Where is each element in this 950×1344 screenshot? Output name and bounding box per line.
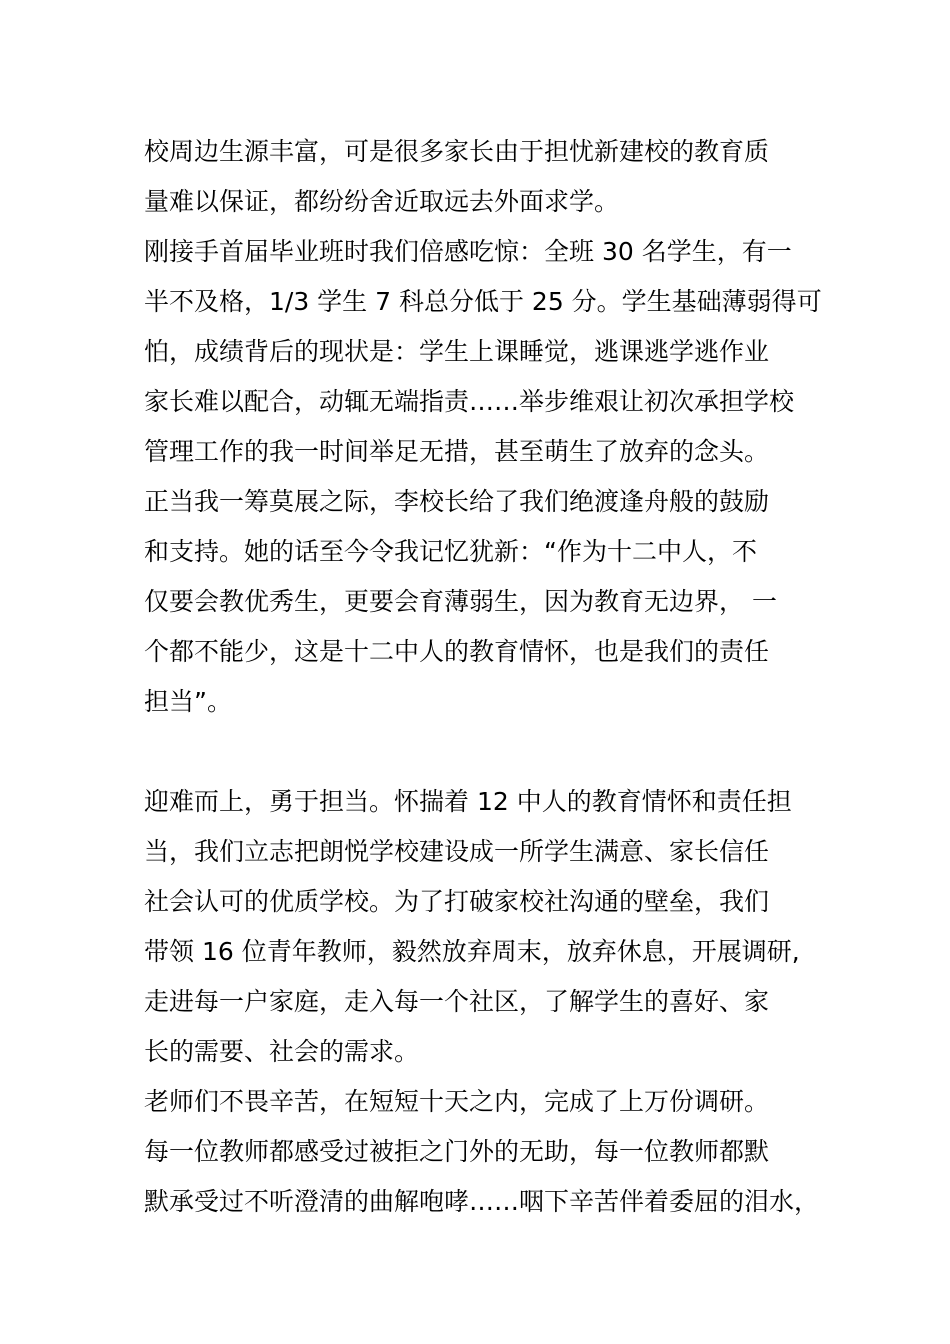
- text-line: 走进每一户家庭，走入每一个社区，了解学生的喜好、家: [144, 987, 770, 1016]
- text-line: 家长难以配合，动辄无端指责……举步维艰让初次承担学校: [144, 387, 795, 416]
- text-line: 长的需要、社会的需求。: [144, 1037, 420, 1066]
- text-line: 和支持。她的话至今令我记忆犹新：“作为十二中人，不: [144, 537, 757, 566]
- text-line: 量难以保证，都纷纷舍近取远去外面求学。: [144, 187, 620, 216]
- text-line: 怕，成绩背后的现状是：学生上课睡觉，逃课逃学逃作业: [144, 337, 770, 366]
- text-line: 管理工作的我一时间举足无措，甚至萌生了放弃的念头。: [144, 437, 770, 466]
- text-line: 担当”。: [144, 687, 232, 716]
- text-line: 正当我一筹莫展之际，李校长给了我们绝渡逢舟般的鼓励: [144, 487, 770, 516]
- text-line: 仅要会教优秀生，更要会育薄弱生，因为教育无边界， 一: [144, 587, 777, 616]
- text-line: 刚接手首届毕业班时我们倍感吃惊：全班 30 名学生，有一: [144, 237, 792, 266]
- text-line: 当，我们立志把朗悦学校建设成一所学生满意、家长信任: [144, 837, 770, 866]
- text-line: 校周边生源丰富，可是很多家长由于担忧新建校的教育质: [144, 137, 770, 166]
- text-line: 每一位教师都感受过被拒之门外的无助，每一位教师都默: [144, 1137, 770, 1166]
- text-line: 社会认可的优质学校。为了打破家校社沟通的壁垒，我们: [144, 887, 770, 916]
- text-line: 老师们不畏辛苦，在短短十天之内，完成了上万份调研。: [144, 1087, 770, 1116]
- text-line: 半不及格，1/3 学生 7 科总分低于 25 分。学生基础薄弱得可: [144, 287, 822, 316]
- blank-line: [144, 727, 814, 777]
- document-body: [144, 127, 822, 1227]
- text-line: 个都不能少，这是十二中人的教育情怀，也是我们的责任: [144, 637, 770, 666]
- text-line: 迎难而上，勇于担当。怀揣着 12 中人的教育情怀和责任担: [144, 787, 792, 816]
- text-line: 带领 16 位青年教师，毅然放弃周末，放弃休息，开展调研,: [144, 937, 800, 966]
- text-line: 默承受过不听澄清的曲解咆哮……咽下辛苦伴着委屈的泪水，: [144, 1187, 820, 1216]
